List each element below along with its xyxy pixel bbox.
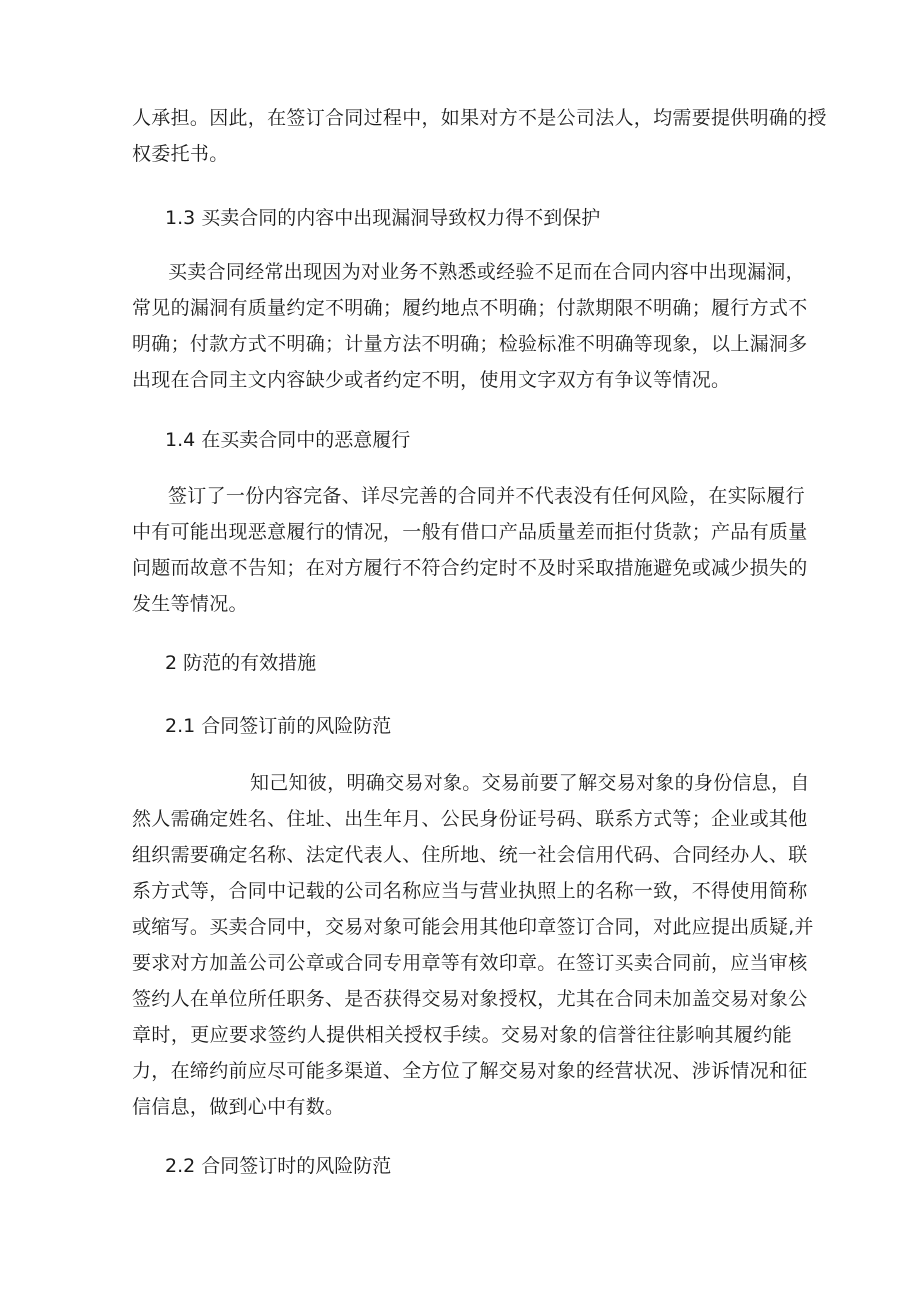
paragraph-line: 力，在缔约前应尽可能多渠道、全方位了解交易对象的经营状况、涉诉情况和征 [132, 1060, 808, 1082]
paragraph-line: 知己知彼，明确交易对象。交易前要了解交易对象的身份信息，自 [250, 772, 810, 794]
paragraph-line: 然人需确定姓名、住址、出生年月、公民身份证号码、联系方式等；企业或其他 [132, 808, 808, 830]
section-heading-2-1: 2.1 合同签订前的风险防范 [165, 715, 392, 737]
paragraph-line: 出现在合同主文内容缺少或者约定不明，使用文字双方有争议等情况。 [132, 369, 731, 391]
paragraph-line: 要求对方加盖公司公章或合同专用章等有效印章。在签订买卖合同前，应当审核 [132, 952, 808, 974]
paragraph-line: 人承担。因此，在签订合同过程中，如果对方不是公司法人，均需要提供明确的授 [132, 107, 827, 129]
paragraph-line: 常见的漏洞有质量约定不明确；履约地点不明确；付款期限不明确；履行方式不 [132, 297, 808, 319]
paragraph-line: 签约人在单位所任职务、是否获得交易对象授权，尤其在合同未加盖交易对象公 [132, 988, 808, 1010]
section-2-1-paragraph [132, 765, 814, 1125]
paragraph-line: 信信息，做到心中有数。 [132, 1096, 345, 1118]
paragraph-line: 章时，更应要求签约人提供相关授权手续。交易对象的信誉往往影响其履约能 [132, 1024, 792, 1046]
paragraph-line: 买卖合同经常出现因为对业务不熟悉或经验不足而在合同内容中出现漏洞， [168, 261, 805, 283]
paragraph-line: 权委托书。 [132, 143, 229, 165]
paragraph-line: 签订了一份内容完备、详尽完善的合同并不代表没有任何风险，在实际履行 [168, 485, 805, 507]
paragraph-line: 组织需要确定名称、法定代表人、住所地、统一社会信用代码、合同经办人、联 [132, 844, 808, 866]
section-heading-1-4: 1.4 在买卖合同中的恶意履行 [165, 429, 411, 451]
section-1-3-paragraph [132, 254, 808, 398]
continuation-paragraph [132, 100, 827, 172]
paragraph-line: 系方式等，合同中记载的公司名称应当与营业执照上的名称一致，不得使用简称 [132, 880, 808, 902]
paragraph-line: 问题而故意不告知；在对方履行不符合约定时不及时采取措施避免或减少损失的 [132, 557, 808, 579]
paragraph-line: 明确；付款方式不明确；计量方法不明确；检验标准不明确等现象，以上漏洞多 [132, 333, 808, 355]
paragraph-line: 发生等情况。 [132, 593, 248, 615]
section-heading-2: 2 防范的有效措施 [165, 652, 317, 674]
paragraph-line: 中有可能出现恶意履行的情况，一般有借口产品质量差而拒付货款；产品有质量 [132, 521, 808, 543]
paragraph-line: 或缩写。买卖合同中，交易对象可能会用其他印章签订合同，对此应提出质疑,并 [132, 916, 814, 938]
section-heading-2-2: 2.2 合同签订时的风险防范 [165, 1155, 392, 1177]
section-heading-1-3: 1.3 买卖合同的内容中出现漏洞导致权力得不到保护 [165, 207, 601, 229]
section-1-4-paragraph [132, 478, 808, 622]
